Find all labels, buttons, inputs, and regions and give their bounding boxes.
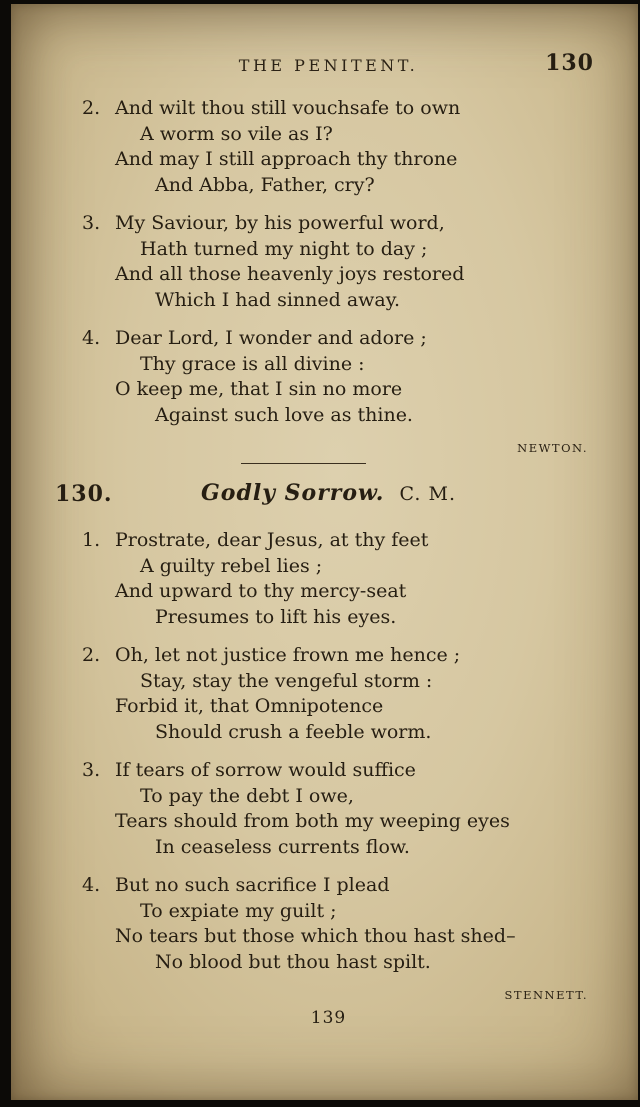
verse-line: Hath turned my night to day ; [140,237,428,260]
verse-line: And wilt thou still vouchsafe to own [115,97,461,119]
hymn-heading [57,480,600,510]
page-paper [11,4,638,1100]
hymn-verse [82,643,600,745]
page-number-top: 130 [545,50,594,76]
verse-line: A guilty rebel lies ; [140,554,323,577]
verse-line: Tears should from both my weeping eyes [115,810,510,832]
verse-line: Stay, stay the vengeful storm : [140,669,433,692]
verse-number: 3. [82,759,101,781]
verse-line: To pay the debt I owe, [140,784,354,807]
hymn-number: 130. [55,481,113,507]
verse-number: 1. [82,529,101,551]
hymn-verse [82,758,600,860]
verse-number: 3. [82,212,101,234]
page-header [57,50,600,80]
running-title: THE PENITENT. [238,56,419,75]
verse-line: Which I had sinned away. [155,288,400,311]
verse-line: Forbid it, that Omnipotence [115,695,384,717]
verse-line: Presumes to lift his eyes. [155,605,397,628]
hymn-meter: C. M. [399,483,456,505]
verse-number: 4. [82,874,101,896]
page-number-bottom: 139 [310,1008,347,1028]
verse-line: No tears but those which thou hast shed– [115,925,516,947]
verse-line: Oh, let not justice frown me hence ; [115,644,461,666]
verse-line: Against such love as thine. [155,403,413,426]
verse-line: To expiate my guilt ; [140,899,337,922]
hymn-author: STENNETT. [504,988,588,1002]
verse-line: My Saviour, by his powerful word, [115,212,445,234]
verse-line: O keep me, that I sin no more [115,378,403,400]
hymn-title: Godly Sorrow. [201,480,385,506]
verse-line: But no such sacrifice I plead [115,874,390,896]
verse-line: In ceaseless currents flow. [155,835,410,858]
verse-number: 4. [82,327,101,349]
verse-line: Dear Lord, I wonder and adore ; [115,327,427,349]
hymn-verse [82,211,600,313]
verse-line: A worm so vile as I? [140,122,333,145]
verse-line: If tears of sorrow would suffice [115,759,416,781]
hymn-verse [82,528,600,630]
verse-line: And Abba, Father, cry? [155,173,375,196]
hymn-verse [82,873,600,975]
verse-line: And upward to thy mercy-seat [115,580,407,602]
verse-line: And all those heavenly joys restored [115,263,465,285]
verse-line: Should crush a feeble worm. [155,720,432,743]
hymn-verse [82,96,600,198]
verse-number: 2. [82,644,101,666]
hymn-130-verses [82,528,600,975]
section-divider [241,463,366,464]
hymn-author: NEWTON. [517,441,588,455]
hymn-129-verses [82,96,600,428]
verse-line: And may I still approach thy throne [115,148,458,170]
hymn-verse [82,326,600,428]
verse-line: No blood but thou hast spilt. [155,950,431,973]
verse-number: 2. [82,97,101,119]
verse-line: Prostrate, dear Jesus, at thy feet [115,529,429,551]
verse-line: Thy grace is all divine : [140,352,365,375]
